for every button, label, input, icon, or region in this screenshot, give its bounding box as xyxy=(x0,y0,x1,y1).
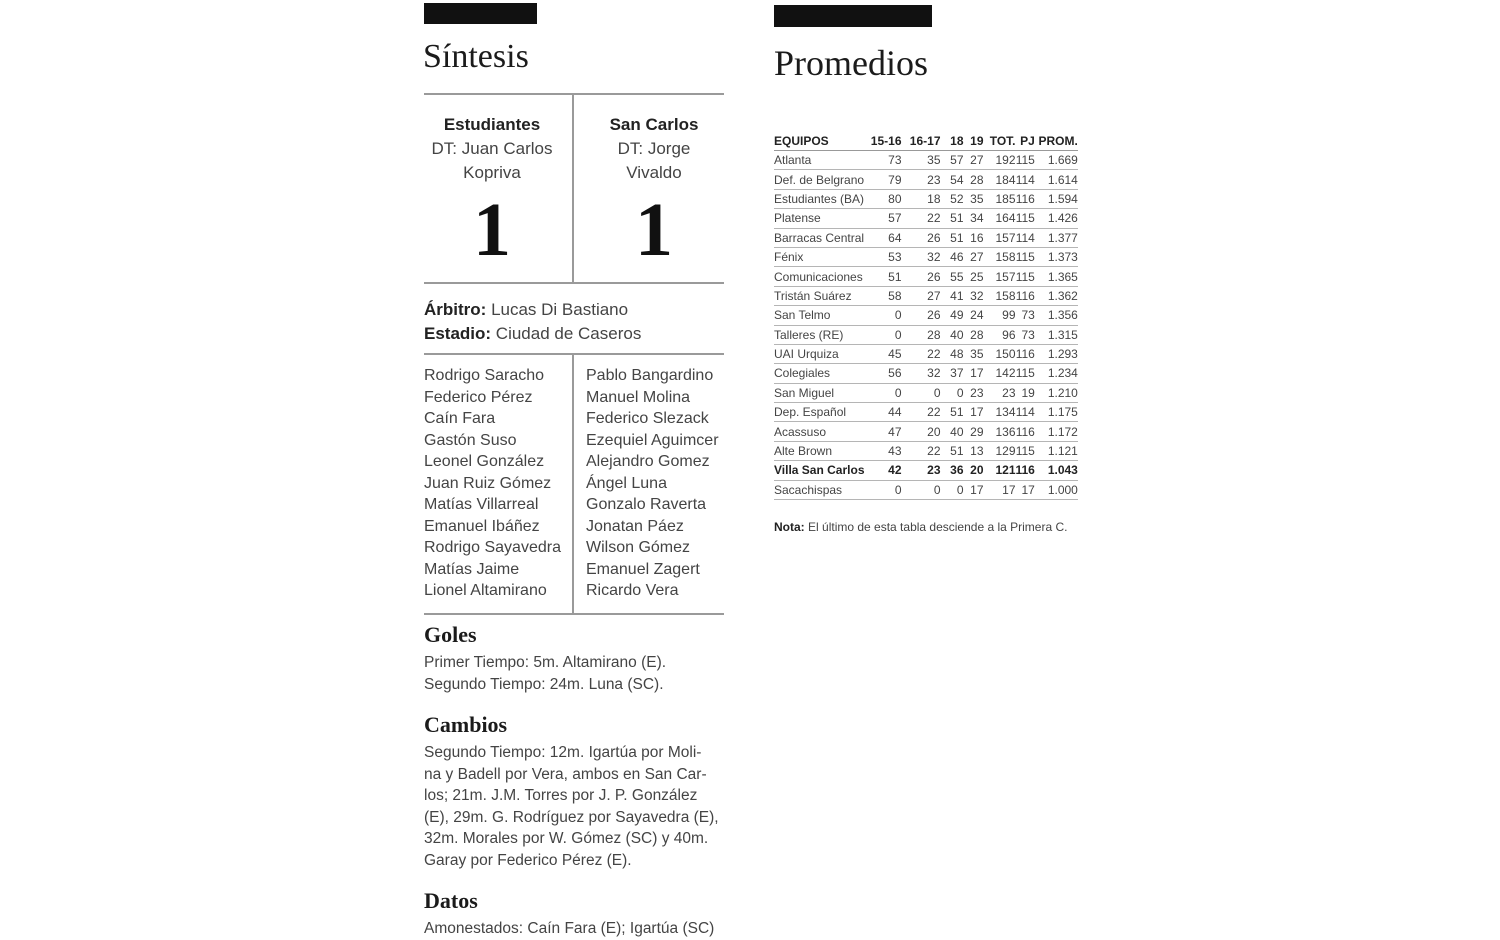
value-cell: 164 xyxy=(984,209,1016,228)
value-cell: 1.172 xyxy=(1035,422,1078,441)
value-cell: 116 xyxy=(1016,461,1035,480)
home-player: Rodrigo Sayavedra xyxy=(424,539,561,556)
table-row xyxy=(774,383,1078,402)
home-score: 1 xyxy=(473,188,511,272)
home-team-name: Estudiantes xyxy=(443,115,541,134)
away-player: Ricardo Vera xyxy=(586,582,679,599)
value-cell: 27 xyxy=(902,286,941,305)
value-cell: 52 xyxy=(941,189,964,208)
value-cell: 0 xyxy=(865,325,902,344)
goles-title: Goles xyxy=(424,622,477,647)
value-cell: 22 xyxy=(902,344,941,363)
value-cell: 51 xyxy=(941,209,964,228)
value-cell: 57 xyxy=(865,209,902,228)
value-cell: 22 xyxy=(902,209,941,228)
cambios-title: Cambios xyxy=(424,712,508,737)
divider-teams xyxy=(572,95,574,283)
away-team-coach: DT: Jorge xyxy=(617,139,691,158)
team-cell: Sacachispas xyxy=(774,480,865,499)
value-cell: 115 xyxy=(1016,151,1035,170)
value-cell: 43 xyxy=(865,441,902,460)
stadium-name: Ciudad de Caseros xyxy=(495,324,642,343)
value-cell: 28 xyxy=(964,170,984,189)
team-cell: Talleres (RE) xyxy=(774,325,865,344)
match-officials xyxy=(424,298,641,346)
value-cell: 16 xyxy=(964,228,984,247)
text-line: 32m. Morales por W. Gómez (SC) y 40m. xyxy=(424,830,709,847)
goles-text xyxy=(424,652,724,695)
value-cell: 0 xyxy=(902,480,941,499)
value-cell: 18 xyxy=(902,189,941,208)
value-cell: 23 xyxy=(984,383,1016,402)
column-header: 15-16 xyxy=(865,132,902,151)
table-row xyxy=(774,151,1078,170)
value-cell: 1.373 xyxy=(1035,247,1078,266)
value-cell: 17 xyxy=(984,480,1016,499)
value-cell: 32 xyxy=(902,364,941,383)
table-note xyxy=(774,520,1067,534)
datos-text xyxy=(424,918,724,940)
note-label: Nota: xyxy=(774,520,805,534)
column-header: 18 xyxy=(941,132,964,151)
value-cell: 51 xyxy=(941,403,964,422)
value-cell: 29 xyxy=(964,422,984,441)
table-row xyxy=(774,189,1078,208)
referee-label: Árbitro: xyxy=(424,300,487,319)
column-header: PROM. xyxy=(1035,132,1078,151)
away-player: Manuel Molina xyxy=(586,388,691,406)
away-team-block xyxy=(580,113,728,185)
value-cell: 53 xyxy=(865,247,902,266)
stadium-line xyxy=(424,322,641,346)
value-cell: 51 xyxy=(941,441,964,460)
table-row xyxy=(774,267,1078,286)
value-cell: 0 xyxy=(865,383,902,402)
value-cell: 0 xyxy=(865,306,902,325)
text-line: na y Badell por Vera, ambos en San Car- xyxy=(424,765,707,783)
team-cell: Comunicaciones xyxy=(774,267,865,286)
value-cell: 55 xyxy=(941,267,964,286)
value-cell: 134 xyxy=(984,403,1016,422)
away-player: Pablo Bangardino xyxy=(586,367,714,384)
away-player: Wilson Gómez xyxy=(586,539,691,556)
value-cell: 1.043 xyxy=(1035,461,1078,480)
value-cell: 157 xyxy=(984,267,1016,286)
value-cell: 0 xyxy=(865,480,902,499)
value-cell: 114 xyxy=(1016,170,1035,189)
team-cell: UAI Urquiza xyxy=(774,344,865,363)
value-cell: 40 xyxy=(941,422,964,441)
team-cell: Villa San Carlos xyxy=(774,461,865,480)
cambios-text xyxy=(424,742,724,871)
team-cell: San Telmo xyxy=(774,306,865,325)
away-lineup xyxy=(586,365,719,602)
value-cell: 1.000 xyxy=(1035,480,1078,499)
value-cell: 34 xyxy=(964,209,984,228)
value-cell: 41 xyxy=(941,286,964,305)
column-header: 16-17 xyxy=(902,132,941,151)
value-cell: 17 xyxy=(1016,480,1035,499)
value-cell: 0 xyxy=(902,383,941,402)
value-cell: 158 xyxy=(984,247,1016,266)
value-cell: 42 xyxy=(865,461,902,480)
table-row xyxy=(774,286,1078,305)
value-cell: 1.356 xyxy=(1035,306,1078,325)
divider-bottom xyxy=(424,613,724,615)
value-cell: 13 xyxy=(964,441,984,460)
team-cell: Estudiantes (BA) xyxy=(774,189,865,208)
value-cell: 184 xyxy=(984,170,1016,189)
value-cell: 192 xyxy=(984,151,1016,170)
value-cell: 1.669 xyxy=(1035,151,1078,170)
team-cell: Alte Brown xyxy=(774,441,865,460)
value-cell: 22 xyxy=(902,441,941,460)
value-cell: 58 xyxy=(865,286,902,305)
table-row xyxy=(774,364,1078,383)
value-cell: 114 xyxy=(1016,228,1035,247)
referee-line xyxy=(424,298,641,322)
away-player: Jonatan Páez xyxy=(586,517,684,535)
value-cell: 0 xyxy=(941,383,964,402)
home-player: Leonel González xyxy=(424,453,545,470)
note-text: El último de esta tabla desciende a la Primera C. xyxy=(808,520,1068,534)
table-row xyxy=(774,344,1078,363)
referee-name: Lucas Di Bastiano xyxy=(491,300,629,319)
team-cell: Dep. Español xyxy=(774,403,865,422)
away-player: Federico Slezack xyxy=(586,410,709,427)
value-cell: 1.175 xyxy=(1035,403,1078,422)
team-cell: Def. de Belgrano xyxy=(774,170,865,189)
value-cell: 17 xyxy=(964,364,984,383)
value-cell: 48 xyxy=(941,344,964,363)
value-cell: 1.614 xyxy=(1035,170,1078,189)
value-cell: 1.293 xyxy=(1035,344,1078,363)
text-line: Segundo Tiempo: 12m. Igartúa por Moli- xyxy=(424,744,702,761)
value-cell: 23 xyxy=(902,461,941,480)
team-cell: Atlanta xyxy=(774,151,865,170)
value-cell: 32 xyxy=(964,286,984,305)
value-cell: 17 xyxy=(964,480,984,499)
home-player: Matías Jaime xyxy=(424,560,520,578)
team-cell: Fénix xyxy=(774,247,865,266)
value-cell: 27 xyxy=(964,247,984,266)
value-cell: 20 xyxy=(902,422,941,441)
divider-score xyxy=(424,282,724,284)
value-cell: 26 xyxy=(902,228,941,247)
away-player: Alejandro Gomez xyxy=(586,453,710,470)
value-cell: 51 xyxy=(865,267,902,286)
value-cell: 115 xyxy=(1016,247,1035,266)
value-cell: 56 xyxy=(865,364,902,383)
home-team-coach-cont: Kopriva xyxy=(463,163,521,182)
text-line: Primer Tiempo: 5m. Altamirano (E). xyxy=(424,654,667,671)
column-header: TOT. xyxy=(984,132,1016,151)
value-cell: 26 xyxy=(902,306,941,325)
table-row xyxy=(774,441,1078,460)
value-cell: 0 xyxy=(941,480,964,499)
divider-top xyxy=(424,93,724,95)
team-cell: Tristán Suárez xyxy=(774,286,865,305)
value-cell: 40 xyxy=(941,325,964,344)
home-player: Rodrigo Saracho xyxy=(424,367,545,384)
value-cell: 28 xyxy=(902,325,941,344)
value-cell: 116 xyxy=(1016,422,1035,441)
value-cell: 1.362 xyxy=(1035,286,1078,305)
home-lineup xyxy=(424,365,561,602)
home-player: Caín Fara xyxy=(424,410,496,427)
divider-lineups xyxy=(424,353,724,355)
value-cell: 26 xyxy=(902,267,941,286)
value-cell: 96 xyxy=(984,325,1016,344)
value-cell: 49 xyxy=(941,306,964,325)
value-cell: 20 xyxy=(964,461,984,480)
away-player: Ángel Luna xyxy=(586,474,667,492)
value-cell: 114 xyxy=(1016,403,1035,422)
text-line: Amonestados: Caín Fara (E); Igartúa (SC) xyxy=(424,920,715,937)
home-team-coach: DT: Juan Carlos xyxy=(431,139,553,158)
value-cell: 47 xyxy=(865,422,902,441)
value-cell: 1.315 xyxy=(1035,325,1078,344)
value-cell: 27 xyxy=(964,151,984,170)
value-cell: 1.594 xyxy=(1035,189,1078,208)
value-cell: 57 xyxy=(941,151,964,170)
table-row xyxy=(774,306,1078,325)
table-row xyxy=(774,170,1078,189)
table-row xyxy=(774,228,1078,247)
value-cell: 80 xyxy=(865,189,902,208)
value-cell: 1.426 xyxy=(1035,209,1078,228)
team-cell: Acassuso xyxy=(774,422,865,441)
value-cell: 45 xyxy=(865,344,902,363)
team-cell: San Miguel xyxy=(774,383,865,402)
table-row xyxy=(774,325,1078,344)
value-cell: 28 xyxy=(964,325,984,344)
table-row xyxy=(774,209,1078,228)
value-cell: 79 xyxy=(865,170,902,189)
value-cell: 99 xyxy=(984,306,1016,325)
value-cell: 44 xyxy=(865,403,902,422)
value-cell: 35 xyxy=(964,344,984,363)
section-bar-sintesis xyxy=(424,3,537,24)
team-cell: Platense xyxy=(774,209,865,228)
section-bar-promedios xyxy=(774,5,932,27)
value-cell: 46 xyxy=(941,247,964,266)
value-cell: 73 xyxy=(865,151,902,170)
value-cell: 150 xyxy=(984,344,1016,363)
value-cell: 23 xyxy=(964,383,984,402)
sintesis-title: Síntesis xyxy=(423,38,529,75)
table-row xyxy=(774,403,1078,422)
value-cell: 73 xyxy=(1016,325,1035,344)
value-cell: 24 xyxy=(964,306,984,325)
value-cell: 142 xyxy=(984,364,1016,383)
value-cell: 115 xyxy=(1016,267,1035,286)
home-player: Matías Villarreal xyxy=(424,496,539,513)
value-cell: 116 xyxy=(1016,344,1035,363)
table-row xyxy=(774,422,1078,441)
value-cell: 54 xyxy=(941,170,964,189)
value-cell: 157 xyxy=(984,228,1016,247)
table-row xyxy=(774,461,1078,480)
table-header-row xyxy=(774,132,1078,151)
column-header: EQUIPOS xyxy=(774,132,865,151)
value-cell: 35 xyxy=(964,189,984,208)
value-cell: 115 xyxy=(1016,364,1035,383)
value-cell: 158 xyxy=(984,286,1016,305)
column-header: 19 xyxy=(964,132,984,151)
value-cell: 1.210 xyxy=(1035,383,1078,402)
away-score: 1 xyxy=(635,188,673,272)
divider-lineups-vertical xyxy=(572,355,574,613)
team-cell: Colegiales xyxy=(774,364,865,383)
value-cell: 23 xyxy=(902,170,941,189)
value-cell: 1.234 xyxy=(1035,364,1078,383)
text-line: (E), 29m. G. Rodríguez por Sayavedra (E), xyxy=(424,808,719,826)
value-cell: 73 xyxy=(1016,306,1035,325)
value-cell: 17 xyxy=(964,403,984,422)
value-cell: 121 xyxy=(984,461,1016,480)
table-row xyxy=(774,247,1078,266)
value-cell: 115 xyxy=(1016,209,1035,228)
value-cell: 32 xyxy=(902,247,941,266)
value-cell: 129 xyxy=(984,441,1016,460)
home-player: Emanuel Ibáñez xyxy=(424,517,540,535)
value-cell: 1.121 xyxy=(1035,441,1078,460)
text-line: los; 21m. J.M. Torres por J. P. González xyxy=(424,787,698,804)
value-cell: 185 xyxy=(984,189,1016,208)
value-cell: 36 xyxy=(941,461,964,480)
column-header: PJ xyxy=(1016,132,1035,151)
away-player: Emanuel Zagert xyxy=(586,560,700,578)
value-cell: 35 xyxy=(902,151,941,170)
home-player: Gastón Suso xyxy=(424,431,517,449)
promedios-table xyxy=(774,132,1078,500)
away-player: Gonzalo Raverta xyxy=(586,496,707,513)
home-player: Federico Pérez xyxy=(424,388,533,406)
text-line: Segundo Tiempo: 24m. Luna (SC). xyxy=(424,675,664,693)
value-cell: 51 xyxy=(941,228,964,247)
stadium-label: Estadio: xyxy=(424,324,492,343)
away-team-coach-cont: Vivaldo xyxy=(626,163,682,182)
promedios-title: Promedios xyxy=(774,43,929,83)
value-cell: 19 xyxy=(1016,383,1035,402)
home-player: Juan Ruiz Gómez xyxy=(424,474,552,492)
value-cell: 136 xyxy=(984,422,1016,441)
text-line: Garay por Federico Pérez (E). xyxy=(424,851,632,869)
value-cell: 1.377 xyxy=(1035,228,1078,247)
team-cell: Barracas Central xyxy=(774,228,865,247)
value-cell: 1.365 xyxy=(1035,267,1078,286)
value-cell: 116 xyxy=(1016,286,1035,305)
away-player: Ezequiel Aguimcer xyxy=(586,431,719,449)
value-cell: 115 xyxy=(1016,441,1035,460)
value-cell: 116 xyxy=(1016,189,1035,208)
value-cell: 37 xyxy=(941,364,964,383)
table-row xyxy=(774,480,1078,499)
value-cell: 64 xyxy=(865,228,902,247)
away-team-name: San Carlos xyxy=(609,115,699,134)
home-player: Lionel Altamirano xyxy=(424,582,547,599)
home-team-block xyxy=(418,113,566,185)
datos-title: Datos xyxy=(424,888,478,913)
value-cell: 25 xyxy=(964,267,984,286)
value-cell: 22 xyxy=(902,403,941,422)
